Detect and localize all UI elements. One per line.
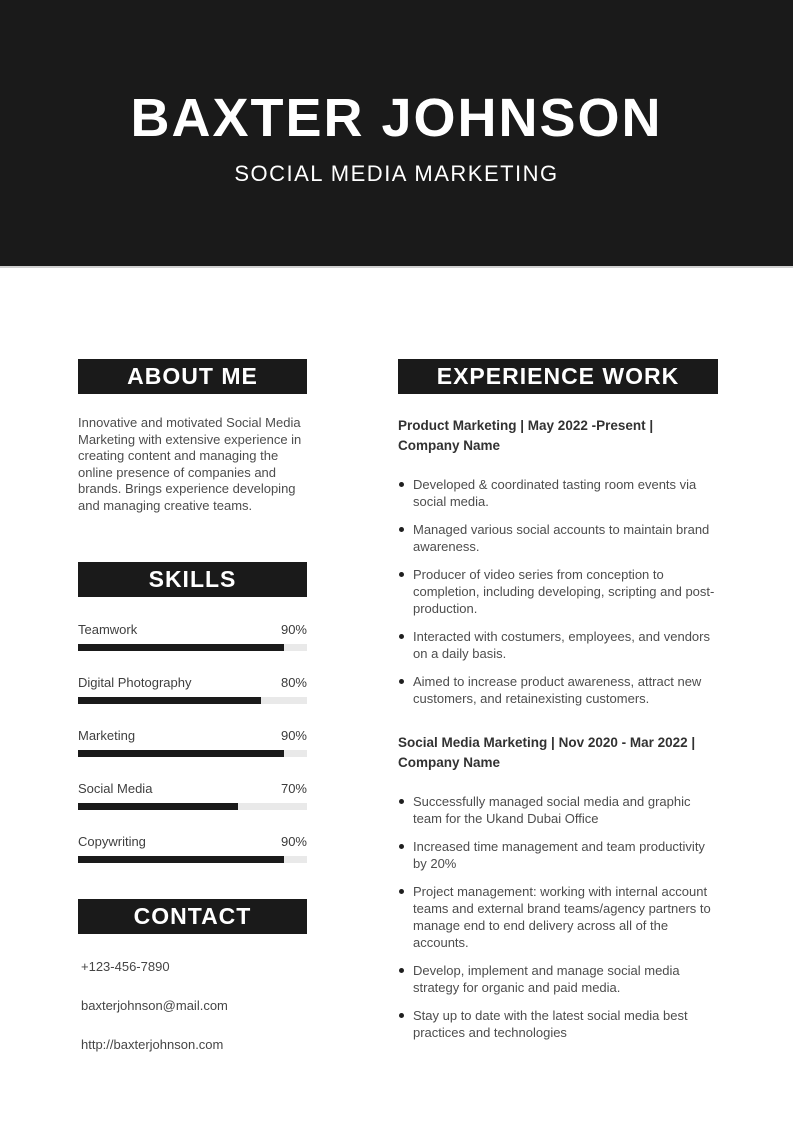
- contact-phone: +123-456-7890: [81, 959, 170, 974]
- experience-column: [398, 359, 718, 1052]
- skill-progress-fill: [78, 856, 284, 863]
- skill-progress-track: [78, 803, 307, 810]
- skill-name: Digital Photography: [78, 675, 192, 690]
- skill-name: Social Media: [78, 781, 153, 796]
- skill-progress-track: [78, 856, 307, 863]
- skill-progress-track: [78, 750, 307, 757]
- skills-section-header: [78, 562, 307, 597]
- job-heading: [398, 416, 718, 456]
- job-bullet: Interacted with costumers, employees, and vendors on a daily basis.: [398, 628, 718, 662]
- skill-progress-fill: [78, 644, 284, 651]
- skill-progress-fill: [78, 803, 238, 810]
- skill-labels: [78, 781, 307, 796]
- job-bullet: Successfully managed social media and graphic team for the Ukand Dubai Office: [398, 793, 718, 827]
- contact-section-header: [78, 899, 307, 934]
- job-heading: [398, 733, 718, 773]
- skill-labels: [78, 622, 307, 637]
- skill-progress-track: [78, 644, 307, 651]
- skill-percent: 90%: [280, 622, 307, 637]
- skill-labels: [78, 675, 307, 690]
- job-bullet-list: [398, 793, 718, 1041]
- sidebar-column: [78, 359, 307, 1052]
- job-bullet-list: [398, 476, 718, 707]
- job-title-dates: Social Media Marketing | Nov 2020 - Mar 2022 |: [398, 735, 696, 750]
- contact-website: http://baxterjohnson.com: [81, 1037, 224, 1052]
- skill-percent: 90%: [280, 834, 307, 849]
- skill-percent: 80%: [280, 675, 307, 690]
- job-bullet: Producer of video series from conception to completion, including developing, scripting and post-production.: [398, 566, 718, 617]
- job-bullet: Aimed to increase product awareness, attract new customers, and retainexisting customers.: [398, 673, 718, 707]
- skill-name: Marketing: [78, 728, 136, 743]
- job-bullet: Develop, implement and manage social media strategy for organic and paid media.: [398, 962, 718, 996]
- job-bullet: Managed various social accounts to maintain brand awareness.: [398, 521, 718, 555]
- skill-row: [78, 781, 307, 810]
- skill-labels: [78, 834, 307, 849]
- header-banner: [0, 0, 793, 268]
- contact-section-title: CONTACT: [133, 903, 252, 929]
- skill-row: [78, 675, 307, 704]
- experience-section-title: EXPERIENCE WORK: [436, 363, 680, 389]
- skills-section-title: SKILLS: [148, 566, 237, 592]
- skill-progress-fill: [78, 750, 284, 757]
- experience-section-header: [398, 359, 718, 394]
- skill-name: Copywriting: [78, 834, 146, 849]
- skill-progress-fill: [78, 697, 261, 704]
- skill-percent: 70%: [280, 781, 307, 796]
- about-text: Innovative and motivated Social Media Marketing with extensive experience in creating content and managing the online presence of companies and brands. Brings experience developing and managing creative teams.: [78, 415, 302, 513]
- job-entry: [398, 416, 718, 707]
- job-title-dates: Product Marketing | May 2022 -Present |: [398, 418, 654, 433]
- skill-row: [78, 728, 307, 757]
- job-bullet: Stay up to date with the latest social media best practices and technologies: [398, 1007, 718, 1041]
- job-company: Company Name: [398, 755, 501, 770]
- skill-row: [78, 622, 307, 651]
- person-role: SOCIAL MEDIA MARKETING: [234, 160, 559, 186]
- job-bullet: Developed & coordinated tasting room events via social media.: [398, 476, 718, 510]
- contact-email: baxterjohnson@mail.com: [81, 998, 228, 1013]
- skill-percent: 90%: [280, 728, 307, 743]
- skill-progress-track: [78, 697, 307, 704]
- skill-name: Teamwork: [78, 622, 138, 637]
- job-bullet: Increased time management and team productivity by 20%: [398, 838, 718, 872]
- skill-labels: [78, 728, 307, 743]
- about-section-title: ABOUT ME: [127, 363, 258, 389]
- job-company: Company Name: [398, 438, 501, 453]
- about-section-header: [78, 359, 307, 394]
- job-bullet: Project management: working with internal account teams and external brand teams/agency partners to manage end to end delivery across all of the accounts.: [398, 883, 718, 951]
- skill-row: [78, 834, 307, 863]
- job-entry: [398, 733, 718, 1041]
- person-name: BAXTER JOHNSON: [130, 88, 663, 149]
